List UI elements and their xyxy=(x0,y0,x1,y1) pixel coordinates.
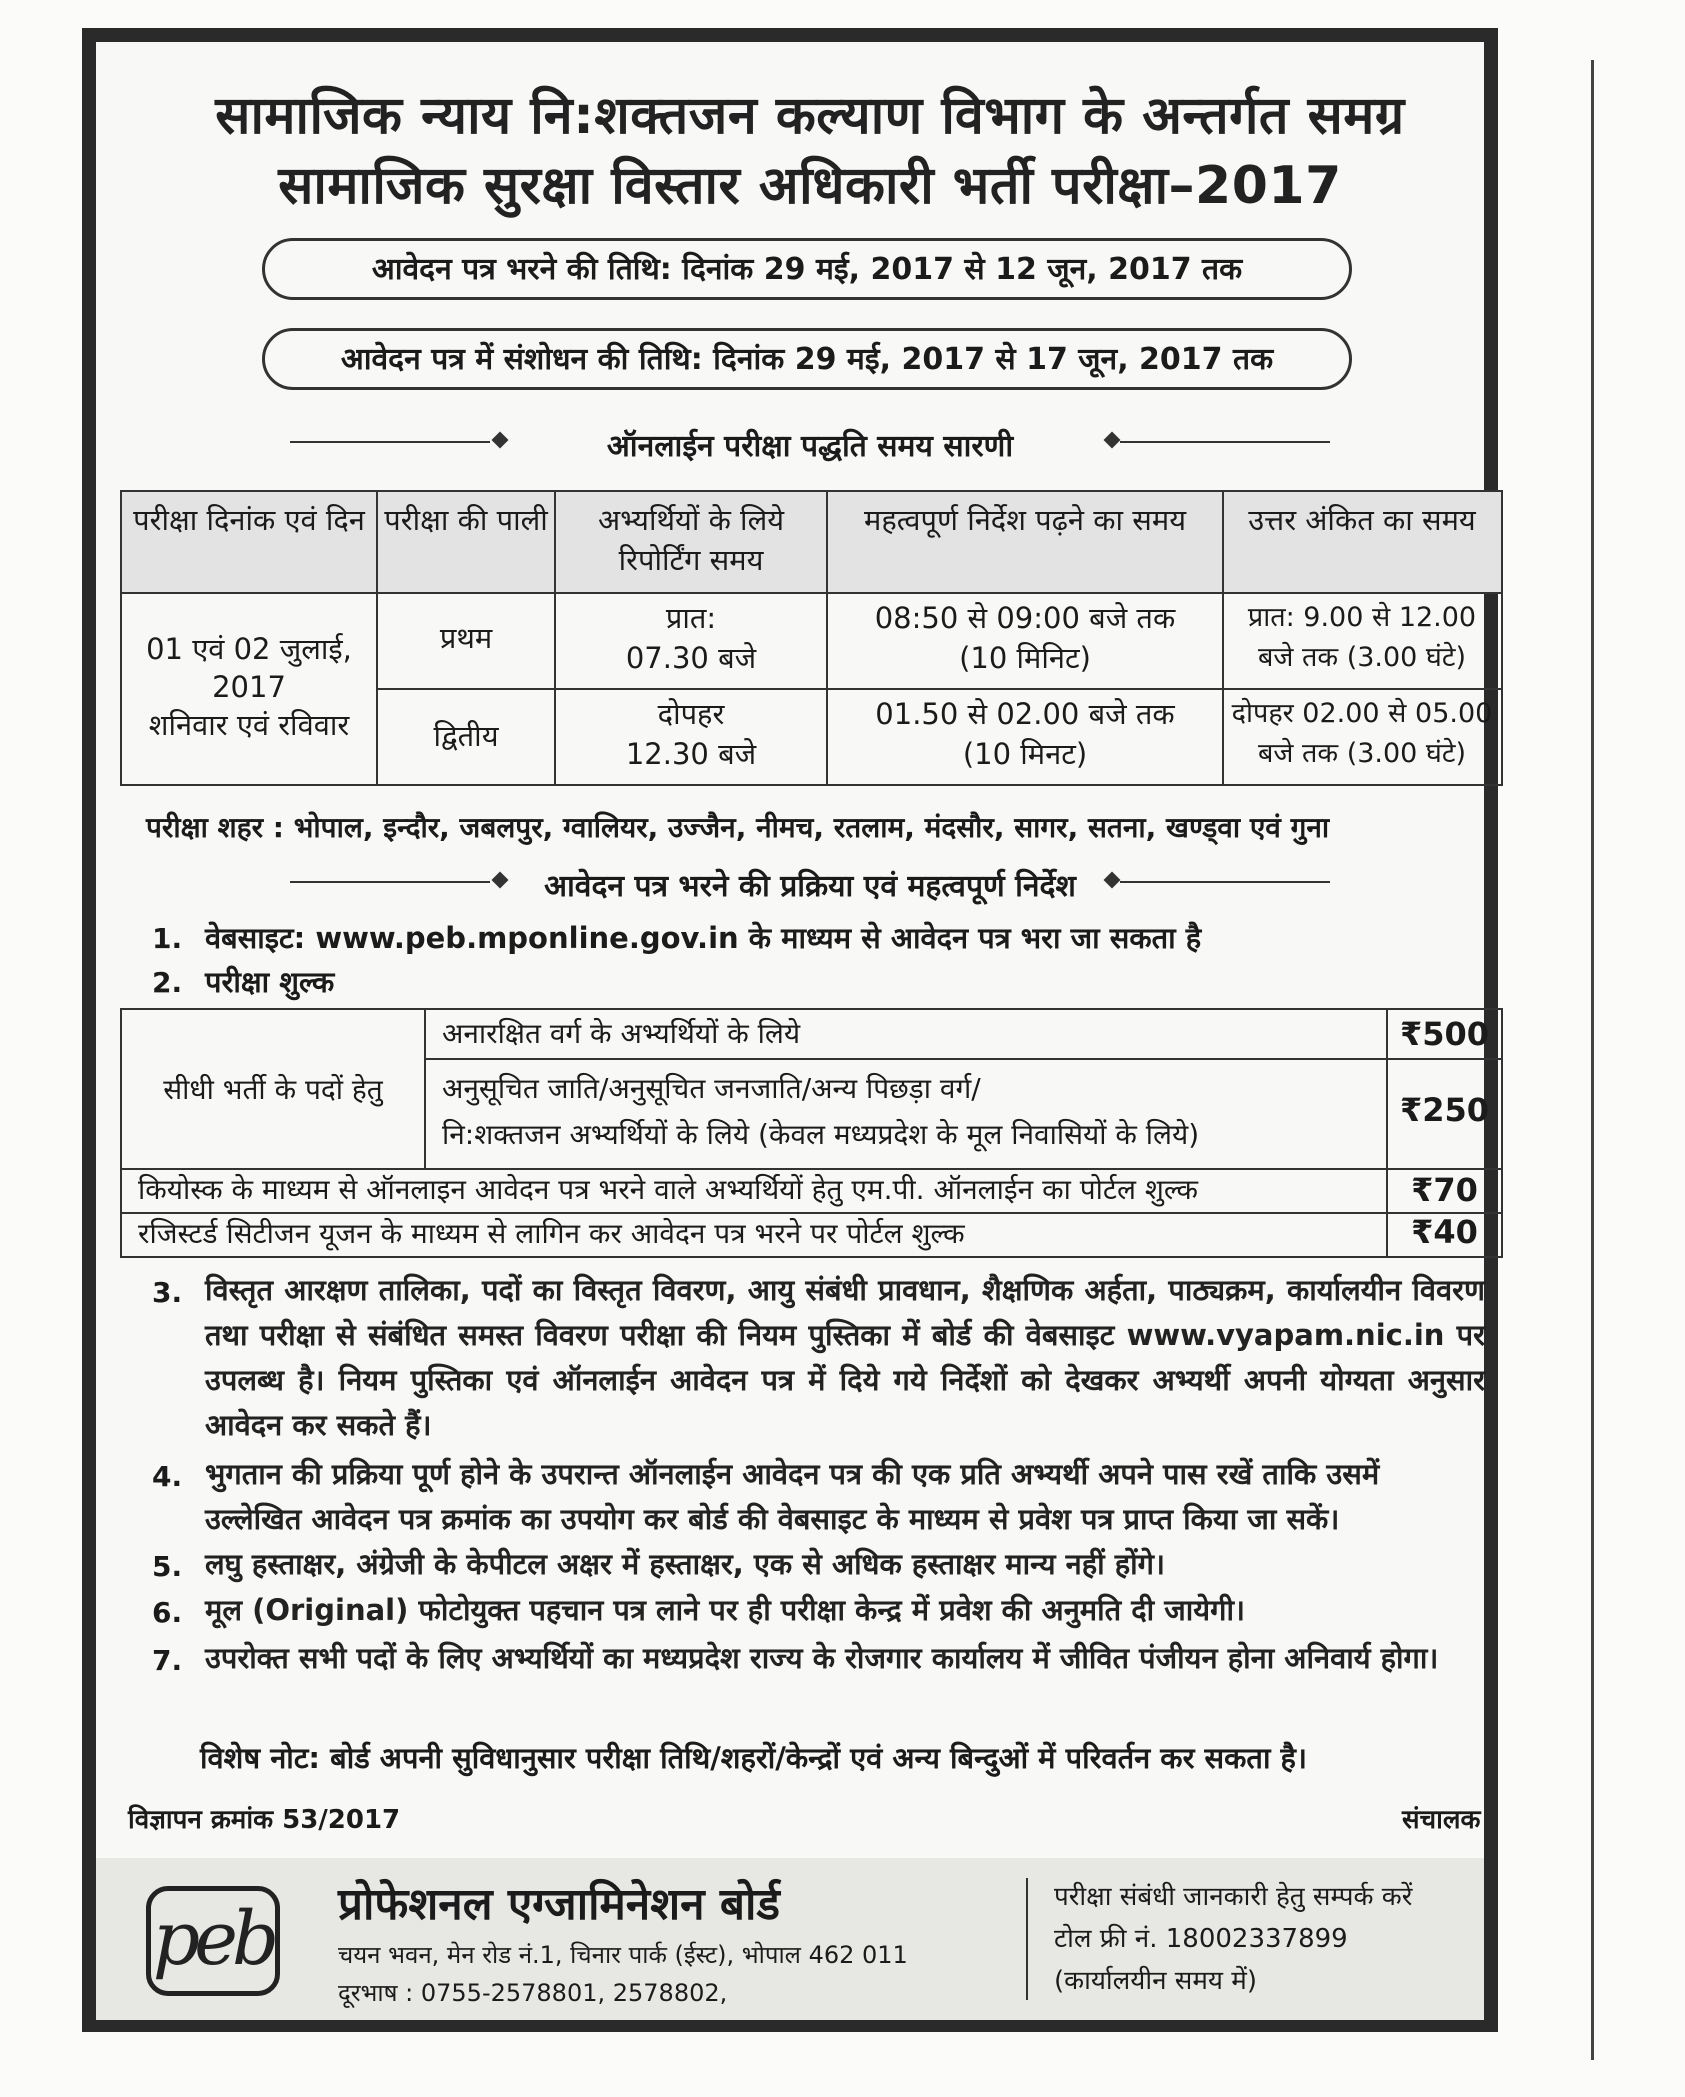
footer-board-info xyxy=(96,1858,1484,2020)
instructions-second-line-2: (10 मिनट) xyxy=(962,737,1088,771)
board-address: चयन भवन, मेन रोड नं.1, चिनार पार्क (ईस्ट), भोपाल 462 011 xyxy=(338,1941,908,1969)
reporting-first-line-2: 07.30 बजे xyxy=(625,641,757,675)
instruction-7: उपरोक्त सभी पदों के लिए अभ्यर्थियों का मध्यप्रदेश राज्य के रोजगार कार्यालय में जीवित पंजीयन होना अनिवार्य होगा। xyxy=(205,1641,1439,1675)
reporting-second xyxy=(556,694,826,774)
fee-reserved-label xyxy=(442,1066,1199,1158)
fee-group-label: सीधी भर्ती के पदों हेतु xyxy=(163,1073,383,1106)
header-reporting-time: अभ्यर्थियों के लिये रिपोर्टिंग समय xyxy=(597,503,785,577)
reporting-first-line-1: प्रात: xyxy=(665,601,717,635)
answer-second-line-2: बजे तक (3.00 घंटे) xyxy=(1257,738,1467,769)
instruction-6: मूल (Original) फोटोयुक्त पहचान पत्र लाने पर ही परीक्षा केन्द्र में प्रवेश की अनुमति दी जायेगी। xyxy=(205,1593,1245,1627)
schedule-section-heading xyxy=(290,422,1330,462)
exam-date-line-3: शनिवार एवं रविवार xyxy=(148,708,350,742)
item-6-number: 6. xyxy=(152,1596,183,1629)
fee-kiosk-label: कियोस्क के माध्यम से ऑनलाइन आवेदन पत्र भरने वाले अभ्यर्थियों हेतु एम.पी. ऑनलाईन का पोर्टल शुल्क xyxy=(138,1173,1199,1206)
fee-kiosk-amount: ₹70 xyxy=(1411,1171,1478,1209)
instructions-second xyxy=(828,694,1222,774)
answer-first xyxy=(1224,598,1500,678)
instructions-first-line-2: (10 मिनिट) xyxy=(959,641,1091,675)
answer-first-line-1: प्रात: 9.00 से 12.00 xyxy=(1247,602,1477,633)
fee-reserved-line-2: नि:शक्तजन अभ्यर्थियों के लिये (केवल मध्यप्रदेश के मूल निवासियों के लिये) xyxy=(442,1118,1200,1151)
shift-second: द्वितीय xyxy=(433,719,499,753)
toll-free-number: टोल फ्री नं. 18002337899 xyxy=(1054,1924,1348,1954)
exam-cities: परीक्षा शहर : भोपाल, इन्दौर, जबलपुर, ग्वालियर, उज्जैन, नीमच, रतलाम, मंदसौर, सागर, सतना, खण्ड्वा एवं गुना xyxy=(146,811,1330,844)
header-exam-date: परीक्षा दिनांक एवं दिन xyxy=(133,503,365,537)
instructions-first xyxy=(828,598,1222,678)
page-edge-line xyxy=(1591,60,1594,2060)
title-line-2: सामाजिक सुरक्षा विस्तार अधिकारी भर्ती परीक्षा–2017 xyxy=(278,156,1342,216)
instruction-5: लघु हस्ताक्षर, अंग्रेजी के केपीटल अक्षर में हस्ताक्षर, एक से अधिक हस्ताक्षर मान्य नहीं होंगे। xyxy=(205,1547,1165,1581)
fee-citizen-amount: ₹40 xyxy=(1411,1213,1478,1251)
instruction-3: विस्तृत आरक्षण तालिका, पदों का विस्तृत विवरण, आयु संबंधी प्रावधान, शैक्षणिक अर्हता, पाठ्यक्रम, कार्यालयीन विवरण तथा परीक्षा से संबंधित समस्त विवरण परीक्षा की नियम पुस्तिका में बोर्ड की वेबसाइट www.vyapam.nic.in पर उपलब्ध है। नियम पुस्तिका एवं ऑनलाईन आवेदन पत्र में दिये गये निर्देशों को देखकर अभ्यर्थी अपनी योग्यता अनुसार आवेदन कर सकते हैं। xyxy=(205,1273,1485,1442)
item-1-number: 1. xyxy=(152,922,183,955)
schedule-table xyxy=(120,490,1503,786)
process-section-heading xyxy=(290,862,1330,902)
header-answer-time: उत्तर अंकित का समय xyxy=(1248,503,1476,537)
contact-line-1: परीक्षा संबंधी जानकारी हेतु सम्पर्क करें xyxy=(1054,1882,1413,1912)
item-5-number: 5. xyxy=(152,1550,183,1583)
fee-unreserved-amount: ₹500 xyxy=(1399,1015,1490,1053)
item-7-number: 7. xyxy=(152,1644,183,1677)
exam-fee-label: परीक्षा शुल्क xyxy=(205,965,335,999)
contact-info xyxy=(1054,1876,1412,2002)
fee-unreserved-label: अनारक्षित वर्ग के अभ्यर्थियों के लिये xyxy=(442,1017,801,1050)
board-phone: दूरभाष : 0755-2578801, 2578802, xyxy=(338,1979,728,2007)
title-line-1: सामाजिक न्याय नि:शक्तजन कल्याण विभाग के अन्तर्गत समग्र xyxy=(215,86,1405,146)
fee-reserved-line-1: अनुसूचित जाति/अनुसूचित जनजाति/अन्य पिछड़ा वर्ग/ xyxy=(442,1072,981,1105)
instructions-first-line-1: 08:50 से 09:00 बजे तक xyxy=(874,601,1176,635)
website-instruction: वेबसाइट: www.peb.mponline.gov.in के माध्यम से आवेदन पत्र भरा जा सकता है xyxy=(205,921,1202,955)
reporting-second-line-1: दोपहर xyxy=(657,697,725,731)
application-date-pill: आवेदन पत्र भरने की तिथि: दिनांक 29 मई, 2017 से 12 जून, 2017 तक xyxy=(262,238,1352,300)
instructions-second-line-1: 01.50 से 02.00 बजे तक xyxy=(875,697,1175,731)
item-3-number: 3. xyxy=(152,1276,183,1309)
special-note: विशेष नोट: बोर्ड अपनी सुविधानुसार परीक्षा तिथि/शहरों/केन्द्रों एवं अन्य बिन्दुओं में परिवर्तन कर सकता है। xyxy=(200,1741,1307,1775)
reporting-second-line-2: 12.30 बजे xyxy=(625,737,757,771)
answer-first-line-2: बजे तक (3.00 घंटे) xyxy=(1257,642,1467,673)
advertisement-number: विज्ञापन क्रमांक 53/2017 xyxy=(128,1805,401,1835)
fee-citizen-label: रजिस्टर्ड सिटीजन यूजन के माध्यम से लागिन कर आवेदन पत्र भरने पर पोर्टल शुल्क xyxy=(138,1217,965,1250)
header-instruction-time: महत्वपूर्ण निर्देश पढ़ने का समय xyxy=(863,503,1187,537)
header-shift: परीक्षा की पाली xyxy=(384,503,548,537)
fee-reserved-amount: ₹250 xyxy=(1399,1091,1490,1129)
contact-line-3: (कार्यालयीन समय में) xyxy=(1054,1966,1257,1996)
director-signature-label: संचालक xyxy=(1402,1805,1481,1835)
item-2-number: 2. xyxy=(152,966,183,999)
answer-second-line-1: दोपहर 02.00 से 05.00 xyxy=(1231,698,1493,729)
correction-date-pill: आवेदन पत्र में संशोधन की तिथि: दिनांक 29 मई, 2017 से 17 जून, 2017 तक xyxy=(262,328,1352,390)
process-heading: आवेदन पत्र भरने की प्रक्रिया एवं महत्वपूर्ण निर्देश xyxy=(544,869,1076,904)
fee-table xyxy=(120,1008,1503,1258)
peb-logo: peb xyxy=(146,1886,280,1996)
exam-date-line-2: 2017 xyxy=(212,670,286,704)
instruction-4: भुगतान की प्रक्रिया पूर्ण होने के उपरान्त ऑनलाईन आवेदन पत्र की एक प्रति अभ्यर्थी अपने पास रखें ताकि उसमें उल्लेखित आवेदन पत्र क्रमांक का उपयोग कर बोर्ड की वेबसाइट के माध्यम से प्रवेश पत्र प्राप्त किया जा सकें। xyxy=(205,1457,1380,1536)
schedule-heading: ऑनलाईन परीक्षा पद्धति समय सारणी xyxy=(606,429,1014,464)
shift-first: प्रथम xyxy=(439,621,493,655)
exam-date-cell xyxy=(122,630,376,744)
board-name: प्रोफेशनल एग्जामिनेशन बोर्ड xyxy=(338,1879,780,1930)
reporting-first xyxy=(556,598,826,678)
answer-second xyxy=(1224,694,1500,774)
item-4-number: 4. xyxy=(152,1460,183,1493)
exam-date-line-1: 01 एवं 02 जुलाई, xyxy=(146,632,352,666)
